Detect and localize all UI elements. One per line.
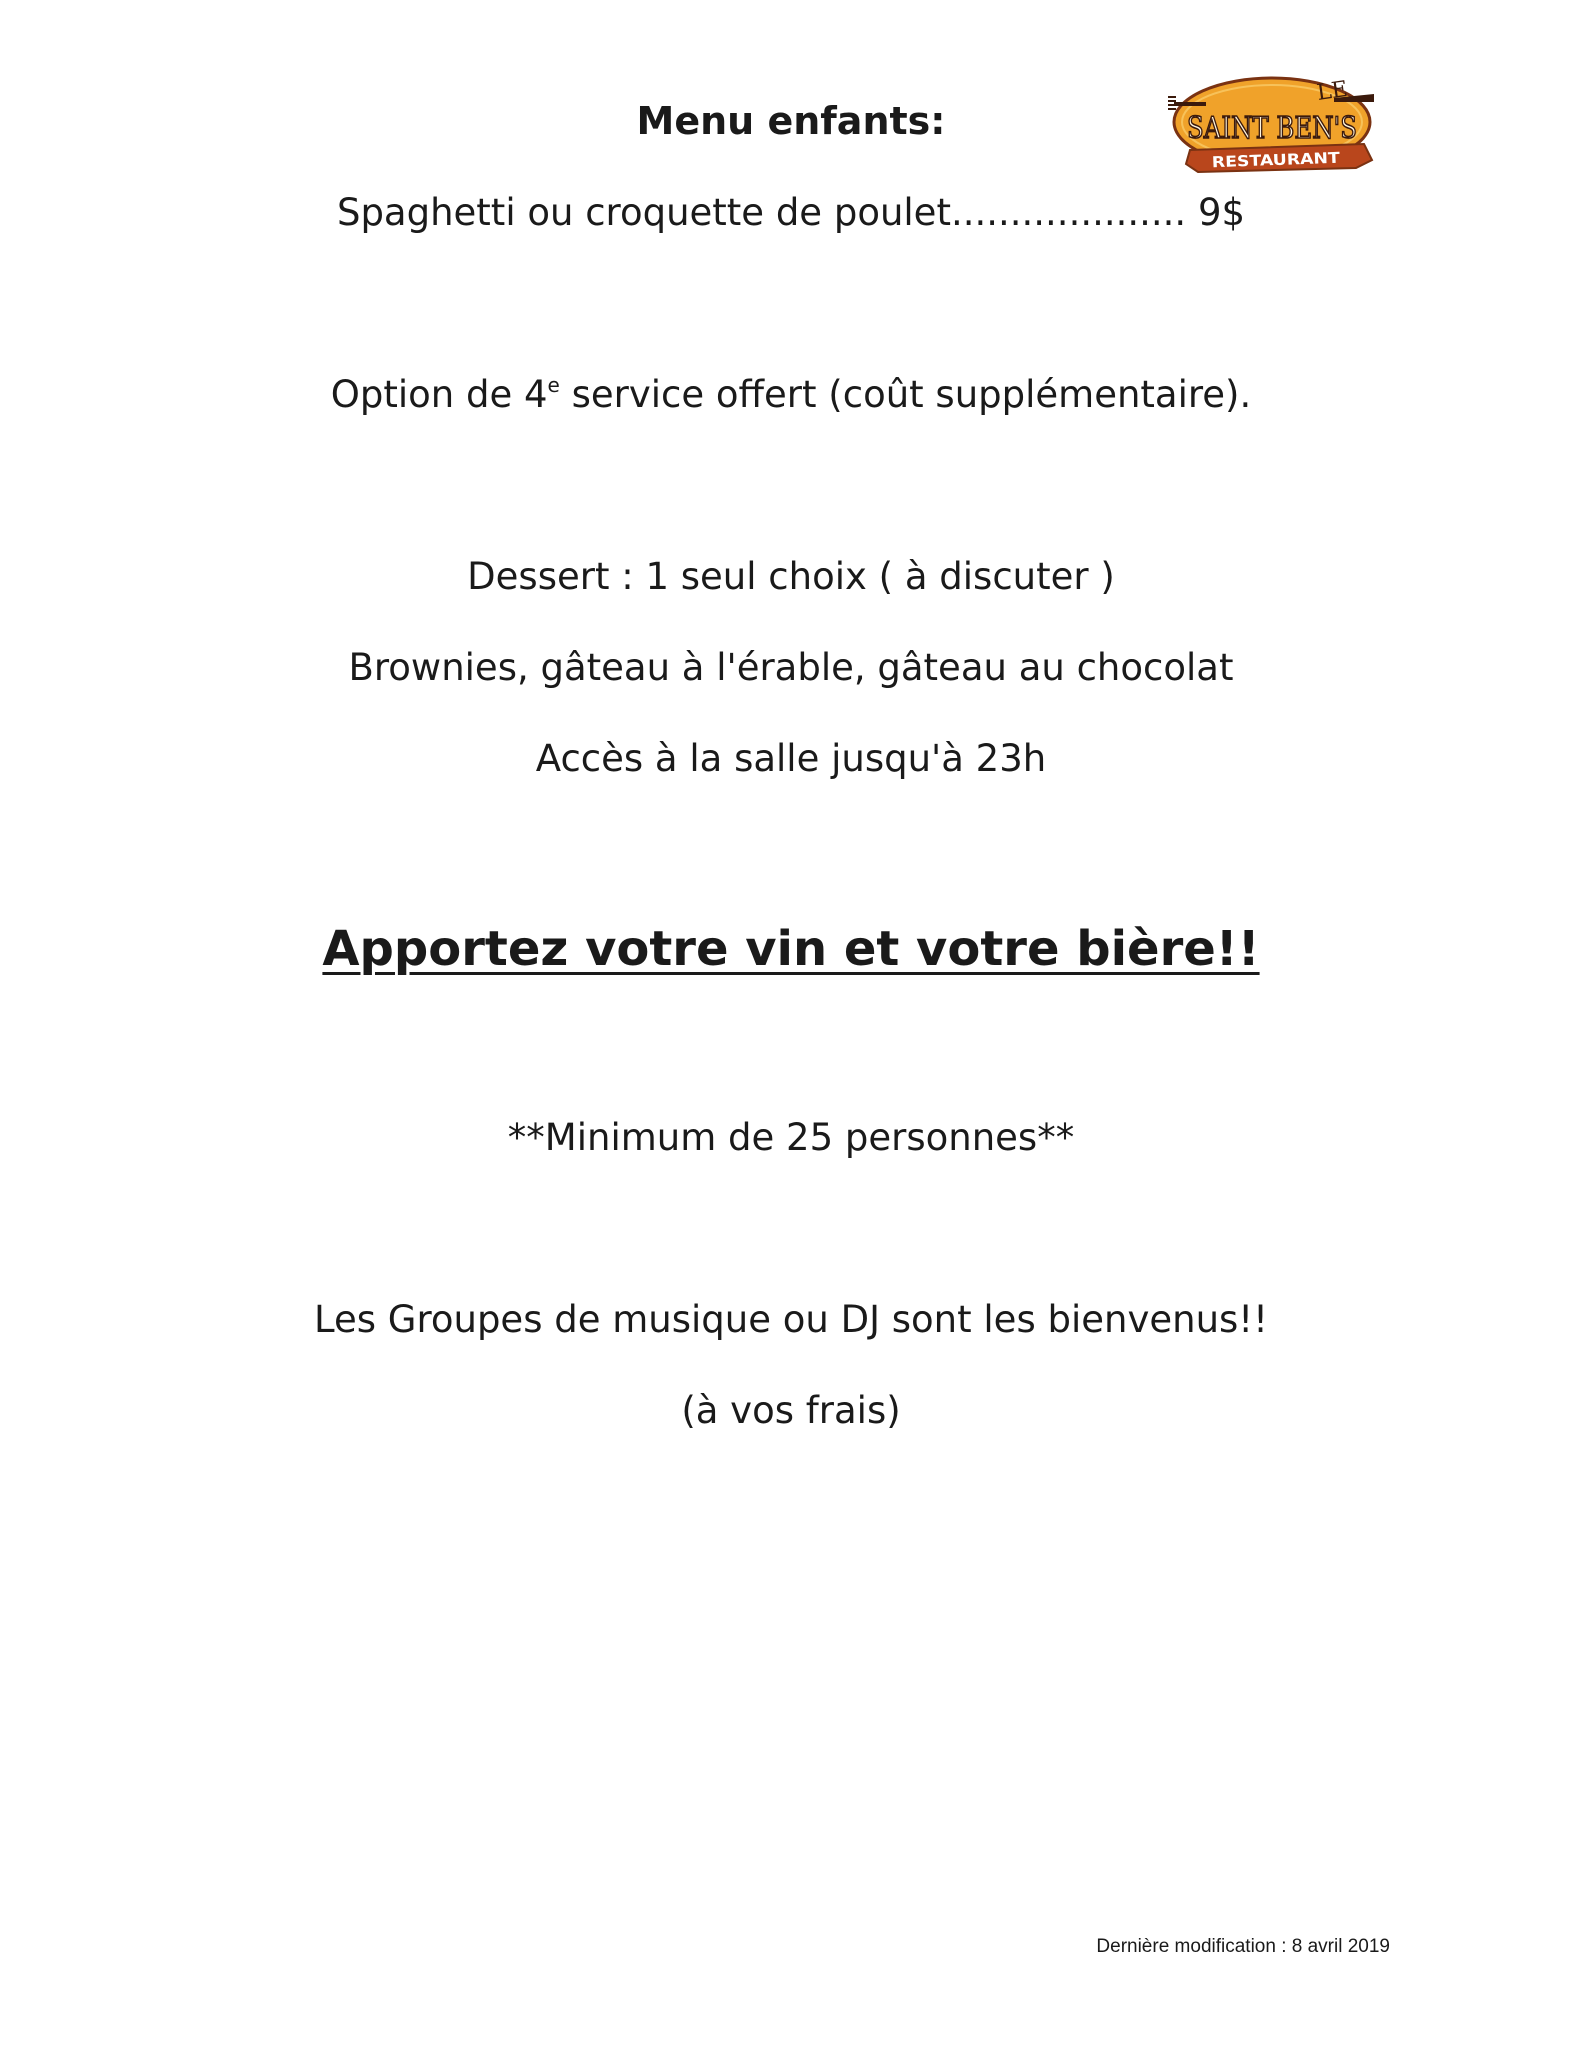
dessert-choice: Dessert : 1 seul choix ( à discuter ) — [467, 555, 1115, 598]
logo-word-name: SAINT BEN'S — [1187, 111, 1357, 146]
option-text-prefix: Option de 4 — [330, 373, 548, 416]
logo-word-restaurant: RESTAURANT — [1211, 149, 1324, 172]
dessert-options: Brownies, gâteau à l'érable, gâteau au chocolat — [348, 646, 1234, 689]
logo-word-le: LE — [1315, 76, 1350, 106]
fourth-service-option — [0, 372, 1582, 418]
option-text-suffix: service offert (coût supplémentaire). — [559, 373, 1252, 416]
kids-menu-item: Spaghetti ou croquette de poulet.................... 9$ — [336, 191, 1246, 234]
room-access: Accès à la salle jusqu'à 23h — [535, 737, 1047, 780]
byob-notice: Apportez votre vin et votre bière!! — [322, 921, 1260, 977]
music-cost-note: (à vos frais) — [681, 1389, 901, 1432]
kids-menu-heading: Menu enfants: — [636, 99, 946, 143]
last-modified: Dernière modification : 8 avril 2019 — [1096, 1936, 1390, 1957]
music-welcome: Les Groupes de musique ou DJ sont les bienvenus!! — [314, 1298, 1268, 1341]
option-superscript: e — [547, 372, 560, 397]
minimum-guests: **Minimum de 25 personnes** — [507, 1116, 1075, 1159]
